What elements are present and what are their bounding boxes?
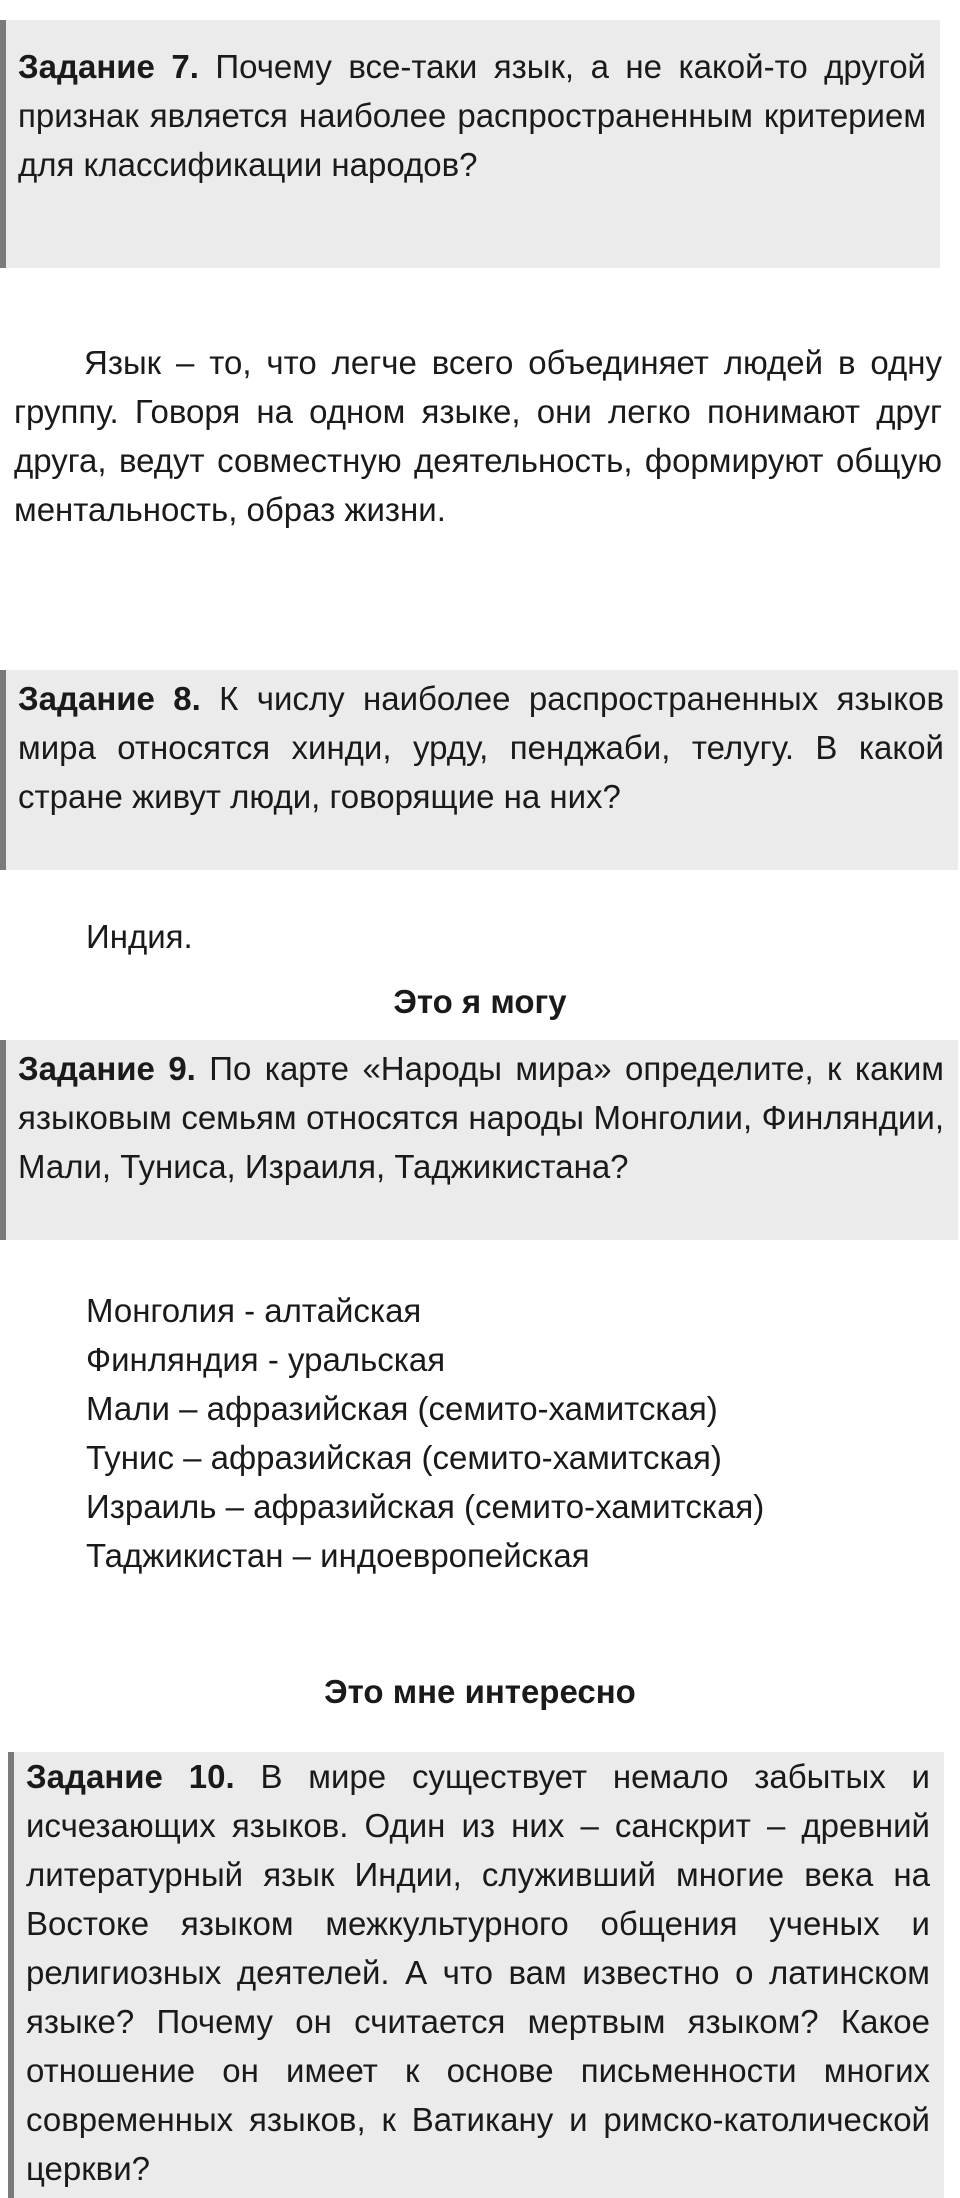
answer-9-list: [86, 1286, 764, 1580]
answer-7-text: Язык – то, что легче всего объединяет людей в одну группу. Говоря на одном языке, они легко понимают друг друга, ведут совместную деятельность, формируют общую ментальность, образ жизни.: [14, 344, 942, 528]
task-8-text: К числу наиболее распространенных языков мира относятся хинди, урду, пенджаби, телугу. В какой стране живут люди, говорящие на них?: [18, 680, 944, 815]
list-item: Мали – афразийская (семито-хамитская): [86, 1390, 718, 1427]
list-item: Монголия - алтайская: [86, 1292, 422, 1329]
task-9-box: [0, 1040, 958, 1240]
task-7-text: Почему все-таки язык, а не какой-то другой признак является наиболее распространенным критерием для классификации народов?: [18, 48, 926, 183]
answer-8: [86, 912, 193, 961]
list-item: Финляндия - уральская: [86, 1341, 446, 1378]
list-item: Таджикистан – индоевропейская: [86, 1537, 590, 1574]
answer-8-text: Индия.: [86, 918, 193, 955]
section-heading-can-do: Это я могу: [393, 983, 567, 1020]
task-8-label: Задание 8.: [18, 680, 201, 717]
task-9-text: По карте «Народы мира» определите, к каким языковым семьям относятся народы Монголии, Финляндии, Мали, Туниса, Израиля, Таджикистана?: [18, 1050, 944, 1185]
list-item: Израиль – афразийская (семито-хамитская): [86, 1488, 765, 1525]
section-heading-interesting: Это мне интересно: [324, 1673, 636, 1710]
list-item: Тунис – афразийская (семито-хамитская): [86, 1439, 722, 1476]
task-7-box: [0, 20, 940, 268]
task-10-box: [8, 1752, 944, 2198]
task-9-label: Задание 9.: [18, 1050, 196, 1087]
task-10-text: В мире существует немало забытых и исчезающих языков. Один из них – санскрит – древний литературный язык Индии, служивший многие века на Востоке языком межкультурного общения ученых и религиозных деятелей. А что вам известно о латинском языке? Почему он считается мертвым языком? Какое отношение он имеет к основе письменности многих современных языков, к Ватикану и римско-католической церкви?: [26, 1758, 930, 2187]
task-10-label: Задание 10.: [26, 1758, 235, 1795]
task-7-label: Задание 7.: [18, 48, 199, 85]
answer-7: [14, 338, 942, 534]
task-8-box: [0, 670, 958, 870]
